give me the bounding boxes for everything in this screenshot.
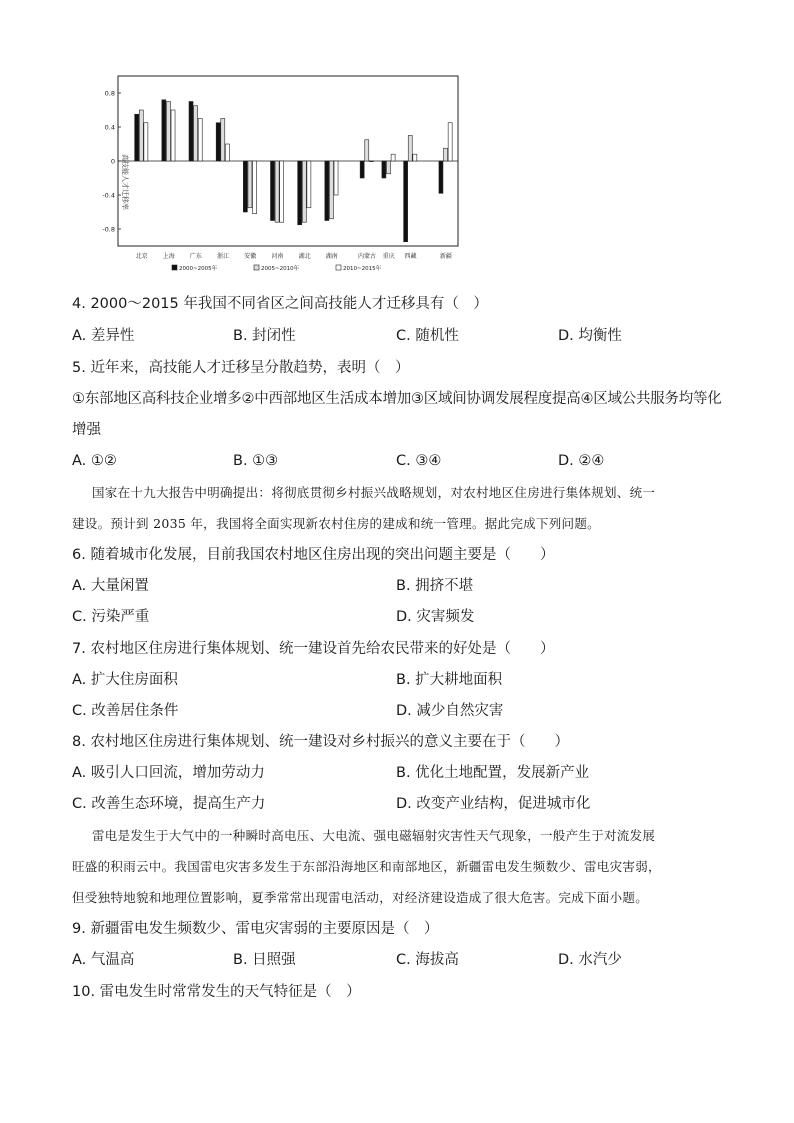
q5-option-a[interactable]: A. ①② [72,453,117,469]
q5-statements-line1: ①东部地区高科技企业增多②中西部地区生活成本增加③区域间协调发展程度提高④区域公共服务均等化 [72,391,722,407]
question-9-stem: 9. 新疆雷电发生频数少、雷电灾害弱的主要原因是（ ） [72,921,439,937]
q8-option-a[interactable]: A. 吸引人口回流，增加劳动力 [72,765,265,781]
bar [387,161,391,174]
bar [413,154,417,161]
bar [225,144,229,161]
bar [404,161,408,242]
bar [334,161,338,195]
legend-label: 2010~2015年 [343,266,382,272]
legend-swatch [336,265,341,270]
bar [194,106,198,161]
q6-option-d[interactable]: D. 灾害频发 [396,609,475,625]
passage-2-line1: 雷电是发生于大气中的一种瞬时高电压、大电流、强电磁辐射灾害性天气现象，一般产生于对流发展 [92,828,656,843]
bar [365,140,369,161]
x-tick-label: 广东 [189,253,202,260]
bar [360,161,364,178]
bar [307,161,311,208]
y-axis-label: 高技能人才迁移率 [121,154,129,210]
question-5-stem: 5. 近年来，高技能人才迁移呈分散趋势，表明（ ） [72,360,410,376]
bar [382,161,386,178]
x-tick-label: 湖南 [325,253,338,260]
q6-option-a[interactable]: A. 大量闲置 [72,578,149,594]
bar [298,161,302,225]
passage-2-line2: 旺盛的积雨云中。我国雷电灾害多发生于东部沿海地区和南部地区，新疆雷电发生频数少、雷电灾害弱， [72,859,661,874]
bar [439,161,443,193]
question-4-stem: 4. 2000～2015 年我国不同省区之间高技能人才迁移具有（ ） [72,296,488,312]
bar [302,161,306,222]
q9-option-c[interactable]: C. 海拔高 [396,952,459,968]
passage-1-line2: 建设。预计到 2035 年，我国将全面实现新农村住房的建成和统一管理。据此完成下列问题。 [72,516,600,531]
question-8-stem: 8. 农村地区住房进行集体规划、统一建设对乡村振兴的意义主要在于（ ） [72,734,569,750]
legend-swatch [172,265,177,270]
question-6-stem: 6. 随着城市化发展，目前我国农村地区住房出现的突出问题主要是（ ） [72,547,555,563]
migration-chart [102,72,464,284]
q8-option-d[interactable]: D. 改变产业结构，促进城市化 [396,796,591,812]
bar [391,154,395,161]
bar [248,161,252,208]
bar [271,161,275,221]
q4-option-c[interactable]: C. 随机性 [396,328,459,344]
q7-option-c[interactable]: C. 改善居住条件 [72,703,179,719]
q9-option-a[interactable]: A. 气温高 [72,952,135,968]
q5-statements-line2: 增强 [72,422,101,438]
q7-option-a[interactable]: A. 扩大住房面积 [72,672,178,688]
passage-2-line3: 但受独特地貌和地理位置影响，夏季常常出现雷电活动，对经济建设造成了很大危害。完成下面小题。 [72,890,649,905]
bar [139,110,143,161]
x-tick-label: 北京 [135,253,148,260]
q8-option-c[interactable]: C. 改善生态环境，提高生产力 [72,796,266,812]
y-tick-label: -0.8 [102,225,115,234]
bar [243,161,247,212]
bar [198,119,202,162]
bar [408,136,412,162]
bar [135,114,139,161]
legend-swatch [254,265,259,270]
legend-label: 2000~2005年 [179,266,218,272]
bar [216,123,220,161]
y-tick-label: 0 [110,157,115,166]
q8-option-b[interactable]: B. 优化土地配置，发展新产业 [396,765,590,781]
x-tick-label: 重庆 [382,253,395,260]
y-tick-label: 0.8 [104,89,115,98]
q7-option-b[interactable]: B. 扩大耕地面积 [396,672,503,688]
q4-option-a[interactable]: A. 差异性 [72,328,135,344]
x-tick-label: 浙江 [217,253,230,260]
question-10-stem: 10. 雷电发生时常常发生的天气特征是（ ） [72,984,361,1000]
x-tick-label: 河南 [271,253,284,260]
y-tick-label: 0.4 [104,123,115,132]
x-tick-label: 内蒙古 [358,253,377,260]
bar [325,161,329,221]
q5-option-b[interactable]: B. ①③ [233,453,279,469]
bar [369,161,373,162]
bar [444,148,448,161]
q6-option-b[interactable]: B. 拥挤不堪 [396,578,474,594]
q5-option-d[interactable]: D. ②④ [558,453,605,469]
legend-label: 2005~2010年 [261,266,300,272]
q4-option-d[interactable]: D. 均衡性 [558,328,622,344]
x-tick-label: 安徽 [244,253,257,260]
bar [329,161,333,219]
bar [448,123,452,161]
q6-option-c[interactable]: C. 污染严重 [72,609,150,625]
x-tick-label: 上海 [162,253,175,260]
x-tick-label: 西藏 [404,253,417,260]
bar [166,102,170,162]
y-tick-label: -0.4 [102,191,115,200]
bar [144,123,148,161]
bar [162,100,166,161]
x-tick-label: 湖北 [298,253,311,260]
bar [221,119,225,162]
bar [171,110,175,161]
q7-option-d[interactable]: D. 减少自然灾害 [396,703,504,719]
q5-option-c[interactable]: C. ③④ [396,453,442,469]
q9-option-b[interactable]: B. 日照强 [233,952,296,968]
q4-option-b[interactable]: B. 封闭性 [233,328,296,344]
passage-1-line1: 国家在十九大报告中明确提出：将彻底贯彻乡村振兴战略规划，对农村地区住房进行集体规划、统一 [92,485,656,500]
x-tick-label: 新疆 [439,253,452,260]
bar [253,161,257,214]
q9-option-d[interactable]: D. 水汽少 [558,952,622,968]
question-7-stem: 7. 农村地区住房进行集体规划、统一建设首先给农民带来的好处是（ ） [72,641,555,657]
bar [280,161,284,222]
bar [189,102,193,162]
migration-bar-chart [102,72,464,284]
bar [275,161,279,222]
